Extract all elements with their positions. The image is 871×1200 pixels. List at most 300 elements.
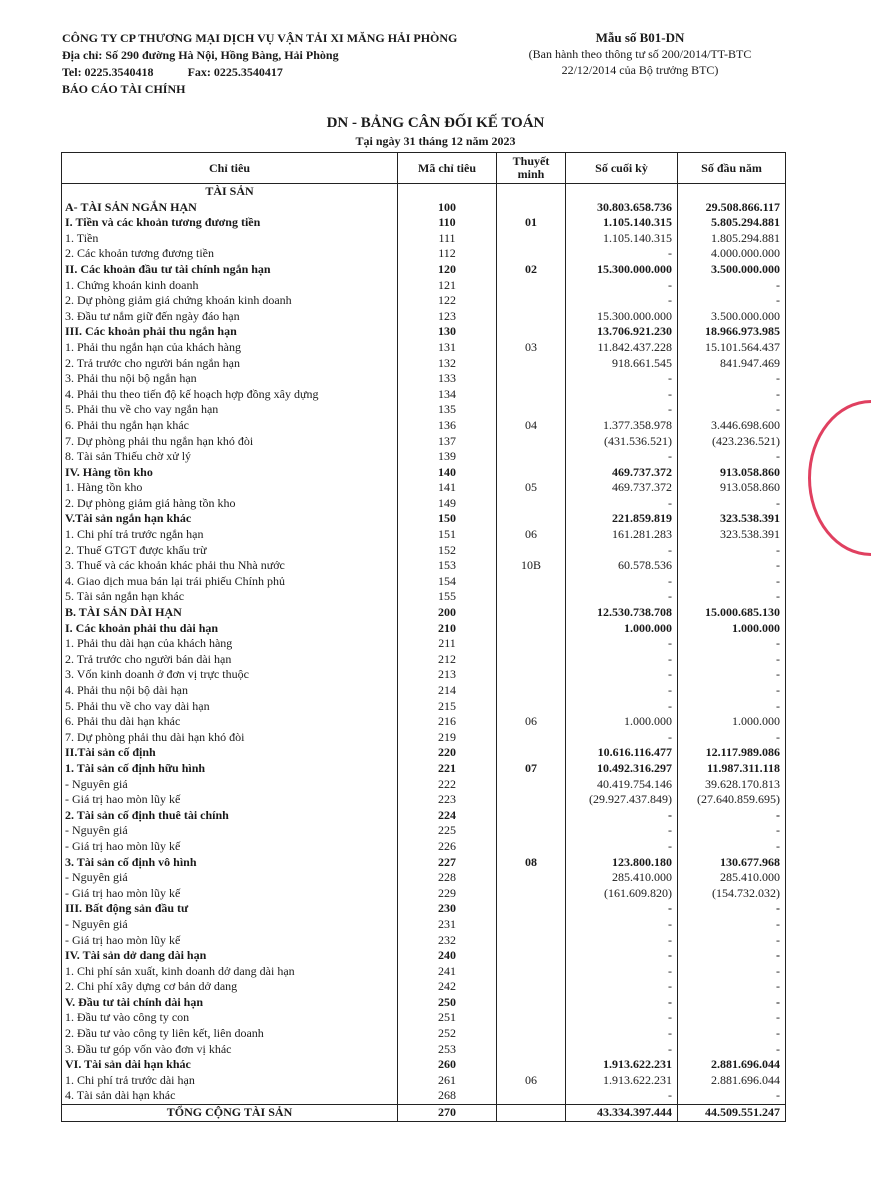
- row-note: [497, 699, 566, 715]
- table-row: [62, 356, 786, 372]
- row-code: 136: [398, 418, 497, 434]
- row-label: 2. Đầu tư vào công ty liên kết, liên doanh: [62, 1026, 398, 1042]
- row-note: 07: [497, 761, 566, 777]
- table-row: [62, 324, 786, 340]
- row-note: [497, 1042, 566, 1058]
- row-end-value: 12.530.738.708: [566, 605, 678, 621]
- table-row: [62, 1010, 786, 1026]
- row-label: 1. Tài sản cố định hữu hình: [62, 761, 398, 777]
- row-label: 1. Tiền: [62, 231, 398, 247]
- row-end-value: 1.105.140.315: [566, 231, 678, 247]
- row-note: [497, 356, 566, 372]
- row-begin-value: 5.805.294.881: [678, 215, 786, 231]
- row-label: 5. Phải thu về cho vay ngắn hạn: [62, 402, 398, 418]
- row-begin-value: -: [678, 683, 786, 699]
- row-label: - Giá trị hao mòn lũy kế: [62, 933, 398, 949]
- table-row: [62, 745, 786, 761]
- row-label: II.Tài sản cố định: [62, 745, 398, 761]
- col-begin: Số đầu năm: [678, 153, 786, 184]
- table-row: [62, 558, 786, 574]
- table-row: [62, 1026, 786, 1042]
- row-end-value: 918.661.545: [566, 356, 678, 372]
- row-end-value: -: [566, 293, 678, 309]
- row-begin-value: -: [678, 995, 786, 1011]
- row-code: 229: [398, 886, 497, 902]
- row-begin-value: -: [678, 699, 786, 715]
- row-begin-value: -: [678, 979, 786, 995]
- table-row: [62, 402, 786, 418]
- row-begin-value: -: [678, 387, 786, 403]
- table-row: [62, 855, 786, 871]
- row-label: 2. Thuế GTGT được khấu trừ: [62, 543, 398, 559]
- row-begin-value: 3.500.000.000: [678, 262, 786, 278]
- row-code: 130: [398, 324, 497, 340]
- row-code: 213: [398, 667, 497, 683]
- row-label: 2. Trả trước cho người bán dài hạn: [62, 652, 398, 668]
- row-note: [497, 917, 566, 933]
- row-label: II. Các khoản đầu tư tài chính ngắn hạn: [62, 262, 398, 278]
- table-row: [62, 480, 786, 496]
- table-row: [62, 995, 786, 1011]
- row-begin-value: 2.881.696.044: [678, 1057, 786, 1073]
- row-label: 6. Phải thu dài hạn khác: [62, 714, 398, 730]
- row-begin-value: -: [678, 449, 786, 465]
- page-title: DN - BẢNG CÂN ĐỐI KẾ TOÁN: [326, 115, 545, 131]
- row-begin-value: 323.538.391: [678, 511, 786, 527]
- table-row: [62, 823, 786, 839]
- row-begin-value: -: [678, 839, 786, 855]
- row-end-value: (431.536.521): [566, 434, 678, 450]
- row-end-value: -: [566, 1088, 678, 1104]
- row-end-value: 1.000.000: [566, 714, 678, 730]
- row-end-value: -: [566, 948, 678, 964]
- row-code: 223: [398, 792, 497, 808]
- row-code: 154: [398, 574, 497, 590]
- row-note: [497, 652, 566, 668]
- table-row: [62, 714, 786, 730]
- row-label: 8. Tài sản Thiếu chờ xử lý: [62, 449, 398, 465]
- row-end-value: 161.281.283: [566, 527, 678, 543]
- row-label: 2. Tài sản cố định thuê tài chính: [62, 808, 398, 824]
- company-header: [62, 30, 457, 98]
- row-code: 228: [398, 870, 497, 886]
- table-header: [62, 153, 786, 184]
- row-begin-value: 3.446.698.600: [678, 418, 786, 434]
- row-begin-value: 44.509.551.247: [678, 1105, 786, 1122]
- row-note: [497, 574, 566, 590]
- row-end-value: 30.803.658.736: [566, 200, 678, 216]
- row-label: 3. Phải thu nội bộ ngắn hạn: [62, 371, 398, 387]
- row-code: 135: [398, 402, 497, 418]
- row-note: [497, 979, 566, 995]
- row-begin-value: 1.000.000: [678, 621, 786, 637]
- company-phone: [62, 64, 457, 81]
- row-note: [497, 324, 566, 340]
- row-code: 231: [398, 917, 497, 933]
- row-label: I. Các khoản phải thu dài hạn: [62, 621, 398, 637]
- row-end-value: 469.737.372: [566, 465, 678, 481]
- row-code: [398, 184, 497, 200]
- row-label: 2. Dự phòng giảm giá hàng tồn kho: [62, 496, 398, 512]
- row-code: 221: [398, 761, 497, 777]
- table-row: [62, 964, 786, 980]
- row-code: 226: [398, 839, 497, 855]
- table-row: [62, 387, 786, 403]
- table-row: [62, 730, 786, 746]
- row-begin-value: -: [678, 933, 786, 949]
- row-note: [497, 808, 566, 824]
- row-note: [497, 1105, 566, 1122]
- row-end-value: 10.616.116.477: [566, 745, 678, 761]
- row-code: 216: [398, 714, 497, 730]
- row-code: 240: [398, 948, 497, 964]
- row-end-value: -: [566, 901, 678, 917]
- row-note: [497, 231, 566, 247]
- row-begin-value: -: [678, 917, 786, 933]
- row-label: 1. Hàng tồn kho: [62, 480, 398, 496]
- form-regulation-date: 22/12/2014 của Bộ trưởng BTC): [561, 63, 719, 77]
- row-label: 3. Tài sản cố định vô hình: [62, 855, 398, 871]
- row-note: 06: [497, 527, 566, 543]
- row-code: 261: [398, 1073, 497, 1089]
- row-end-value: -: [566, 1042, 678, 1058]
- row-end-value: 1.377.358.978: [566, 418, 678, 434]
- row-code: 224: [398, 808, 497, 824]
- row-begin-value: 15.101.564.437: [678, 340, 786, 356]
- tel: Tel: 0225.3540418: [62, 65, 154, 79]
- row-note: 06: [497, 714, 566, 730]
- row-note: [497, 745, 566, 761]
- row-note: 06: [497, 1073, 566, 1089]
- row-end-value: -: [566, 246, 678, 262]
- row-label: 3. Vốn kinh doanh ở đơn vị trực thuộc: [62, 667, 398, 683]
- table-row: [62, 652, 786, 668]
- row-label: - Nguyên giá: [62, 870, 398, 886]
- row-end-value: -: [566, 652, 678, 668]
- table-row: [62, 1105, 786, 1122]
- row-end-value: -: [566, 402, 678, 418]
- row-note: [497, 886, 566, 902]
- row-end-value: 15.300.000.000: [566, 309, 678, 325]
- row-begin-value: -: [678, 652, 786, 668]
- row-label: 5. Phải thu về cho vay dài hạn: [62, 699, 398, 715]
- table-row: [62, 278, 786, 294]
- row-code: 220: [398, 745, 497, 761]
- table-row: [62, 605, 786, 621]
- row-note: [497, 933, 566, 949]
- row-end-value: -: [566, 387, 678, 403]
- row-note: [497, 278, 566, 294]
- row-code: 149: [398, 496, 497, 512]
- row-code: 132: [398, 356, 497, 372]
- row-begin-value: -: [678, 589, 786, 605]
- table-row: [62, 917, 786, 933]
- col-code: Mã chỉ tiêu: [398, 153, 497, 184]
- table-row: [62, 948, 786, 964]
- row-end-value: 1.913.622.231: [566, 1073, 678, 1089]
- row-label: - Nguyên giá: [62, 823, 398, 839]
- row-note: [497, 1026, 566, 1042]
- row-end-value: -: [566, 496, 678, 512]
- col-end: Số cuối kỳ: [566, 153, 678, 184]
- row-label: 1. Phải thu dài hạn của khách hàng: [62, 636, 398, 652]
- row-code: 111: [398, 231, 497, 247]
- row-begin-value: (423.236.521): [678, 434, 786, 450]
- row-note: [497, 621, 566, 637]
- row-label: 7. Dự phòng phải thu ngắn hạn khó đòi: [62, 434, 398, 450]
- row-begin-value: -: [678, 1026, 786, 1042]
- table-row: [62, 527, 786, 543]
- row-code: 253: [398, 1042, 497, 1058]
- row-begin-value: 285.410.000: [678, 870, 786, 886]
- row-label: 3. Đầu tư góp vốn vào đơn vị khác: [62, 1042, 398, 1058]
- row-end-value: -: [566, 995, 678, 1011]
- row-code: 230: [398, 901, 497, 917]
- form-regulation: (Ban hành theo thông tư số 200/2014/TT-BTC: [528, 47, 752, 61]
- row-note: [497, 589, 566, 605]
- row-begin-value: -: [678, 371, 786, 387]
- row-code: 227: [398, 855, 497, 871]
- row-code: 150: [398, 511, 497, 527]
- row-code: 110: [398, 215, 497, 231]
- row-code: 137: [398, 434, 497, 450]
- row-end-value: -: [566, 839, 678, 855]
- table-row: [62, 449, 786, 465]
- row-end-value: 10.492.316.297: [566, 761, 678, 777]
- table-row: [62, 231, 786, 247]
- row-begin-value: 11.987.311.118: [678, 761, 786, 777]
- row-note: [497, 184, 566, 200]
- table-row: [62, 777, 786, 793]
- row-label: III. Các khoản phải thu ngắn hạn: [62, 324, 398, 340]
- row-code: 122: [398, 293, 497, 309]
- company-name: CÔNG TY CP THƯƠNG MẠI DỊCH VỤ VẬN TẢI XI MĂNG HẢI PHÒNG: [62, 31, 458, 45]
- row-end-value: -: [566, 1026, 678, 1042]
- row-end-value: -: [566, 278, 678, 294]
- row-label: 2. Dự phòng giảm giá chứng khoán kinh doanh: [62, 293, 398, 309]
- row-note: [497, 1057, 566, 1073]
- row-note: [497, 293, 566, 309]
- row-begin-value: -: [678, 496, 786, 512]
- row-note: [497, 387, 566, 403]
- row-label: - Giá trị hao mòn lũy kế: [62, 839, 398, 855]
- row-end-value: -: [566, 699, 678, 715]
- row-label: - Giá trị hao mòn lũy kế: [62, 792, 398, 808]
- col-item: Chỉ tiêu: [62, 153, 398, 184]
- table-row: [62, 870, 786, 886]
- company-seal: [808, 400, 871, 556]
- row-note: [497, 605, 566, 621]
- table-row: [62, 699, 786, 715]
- row-note: [497, 948, 566, 964]
- row-end-value: -: [566, 917, 678, 933]
- table-row: [62, 683, 786, 699]
- row-end-value: -: [566, 449, 678, 465]
- row-begin-value: -: [678, 402, 786, 418]
- row-label: 5. Tài sản ngắn hạn khác: [62, 589, 398, 605]
- row-code: 141: [398, 480, 497, 496]
- row-end-value: -: [566, 964, 678, 980]
- row-end-value: -: [566, 589, 678, 605]
- table-row: [62, 293, 786, 309]
- company-address: Địa chỉ: Số 290 đường Hà Nội, Hồng Bàng, Hải Phòng: [62, 48, 339, 62]
- row-note: [497, 730, 566, 746]
- row-end-value: 60.578.536: [566, 558, 678, 574]
- form-info: [480, 30, 800, 78]
- row-label: 4. Phải thu nội bộ dài hạn: [62, 683, 398, 699]
- row-note: [497, 434, 566, 450]
- row-label: III. Bất động sản đầu tư: [62, 901, 398, 917]
- row-label: 1. Chứng khoán kinh doanh: [62, 278, 398, 294]
- row-code: 140: [398, 465, 497, 481]
- row-label: TÀI SẢN: [62, 184, 398, 200]
- row-end-value: 13.706.921.230: [566, 324, 678, 340]
- report-type: BÁO CÁO TÀI CHÍNH: [62, 82, 186, 96]
- table-row: [62, 511, 786, 527]
- row-end-value: 43.334.397.444: [566, 1105, 678, 1122]
- table-row: [62, 184, 786, 200]
- table-row: [62, 886, 786, 902]
- row-label: 2. Các khoản tương đương tiền: [62, 246, 398, 262]
- table-row: [62, 1088, 786, 1104]
- row-note: [497, 1010, 566, 1026]
- row-code: 270: [398, 1105, 497, 1122]
- row-note: [497, 1088, 566, 1104]
- row-code: 152: [398, 543, 497, 559]
- row-begin-value: -: [678, 667, 786, 683]
- table-row: [62, 667, 786, 683]
- row-label: 1. Chi phí trả trước ngắn hạn: [62, 527, 398, 543]
- table-row: [62, 901, 786, 917]
- row-end-value: 469.737.372: [566, 480, 678, 496]
- row-label: 4. Giao dịch mua bán lại trái phiếu Chính phủ: [62, 574, 398, 590]
- row-begin-value: -: [678, 636, 786, 652]
- row-note: [497, 964, 566, 980]
- row-begin-value: -: [678, 948, 786, 964]
- row-code: 100: [398, 200, 497, 216]
- row-note: [497, 449, 566, 465]
- table-row: [62, 465, 786, 481]
- row-begin-value: [678, 184, 786, 200]
- balance-sheet-table: [61, 152, 786, 1122]
- table-row: [62, 808, 786, 824]
- row-code: 134: [398, 387, 497, 403]
- row-end-value: 1.000.000: [566, 621, 678, 637]
- row-note: [497, 200, 566, 216]
- row-begin-value: 2.881.696.044: [678, 1073, 786, 1089]
- row-end-value: -: [566, 823, 678, 839]
- row-begin-value: -: [678, 823, 786, 839]
- row-begin-value: 913.058.860: [678, 480, 786, 496]
- row-end-value: 11.842.437.228: [566, 340, 678, 356]
- table-row: [62, 1057, 786, 1073]
- table-row: [62, 761, 786, 777]
- fax: Fax: 0225.3540417: [187, 65, 283, 79]
- row-begin-value: 323.538.391: [678, 527, 786, 543]
- table-row: [62, 434, 786, 450]
- row-note: [497, 839, 566, 855]
- row-code: 214: [398, 683, 497, 699]
- row-end-value: -: [566, 636, 678, 652]
- row-code: 225: [398, 823, 497, 839]
- table-row: [62, 309, 786, 325]
- row-begin-value: 1.000.000: [678, 714, 786, 730]
- table-row: [62, 636, 786, 652]
- row-label: TỔNG CỘNG TÀI SẢN: [62, 1105, 398, 1122]
- row-code: 120: [398, 262, 497, 278]
- row-end-value: -: [566, 1010, 678, 1026]
- row-begin-value: (27.640.859.695): [678, 792, 786, 808]
- row-begin-value: 841.947.469: [678, 356, 786, 372]
- row-begin-value: 1.805.294.881: [678, 231, 786, 247]
- row-end-value: 1.105.140.315: [566, 215, 678, 231]
- row-label: 6. Phải thu ngắn hạn khác: [62, 418, 398, 434]
- row-end-value: 15.300.000.000: [566, 262, 678, 278]
- row-code: 131: [398, 340, 497, 356]
- row-code: 153: [398, 558, 497, 574]
- row-end-value: 285.410.000: [566, 870, 678, 886]
- row-note: [497, 543, 566, 559]
- row-begin-value: 3.500.000.000: [678, 309, 786, 325]
- row-code: 260: [398, 1057, 497, 1073]
- row-code: 232: [398, 933, 497, 949]
- row-label: 2. Chi phí xây dựng cơ bản dở dang: [62, 979, 398, 995]
- row-code: 133: [398, 371, 497, 387]
- row-code: 241: [398, 964, 497, 980]
- row-label: V.Tài sản ngắn hạn khác: [62, 511, 398, 527]
- row-begin-value: -: [678, 1010, 786, 1026]
- row-note: [497, 823, 566, 839]
- row-note: [497, 636, 566, 652]
- row-code: 250: [398, 995, 497, 1011]
- row-note: [497, 667, 566, 683]
- row-code: 112: [398, 246, 497, 262]
- table-row: [62, 543, 786, 559]
- row-code: 215: [398, 699, 497, 715]
- row-code: 155: [398, 589, 497, 605]
- row-label: - Giá trị hao mòn lũy kế: [62, 886, 398, 902]
- row-end-value: (29.927.437.849): [566, 792, 678, 808]
- row-label: I. Tiền và các khoản tương đương tiền: [62, 215, 398, 231]
- table-row: [62, 215, 786, 231]
- row-end-value: -: [566, 979, 678, 995]
- row-end-value: 40.419.754.146: [566, 777, 678, 793]
- row-label: V. Đầu tư tài chính dài hạn: [62, 995, 398, 1011]
- row-end-value: -: [566, 683, 678, 699]
- table-row: [62, 418, 786, 434]
- row-code: 252: [398, 1026, 497, 1042]
- row-begin-value: 4.000.000.000: [678, 246, 786, 262]
- row-begin-value: -: [678, 574, 786, 590]
- row-note: 03: [497, 340, 566, 356]
- table-row: [62, 792, 786, 808]
- row-note: [497, 371, 566, 387]
- row-note: 04: [497, 418, 566, 434]
- row-code: 210: [398, 621, 497, 637]
- row-code: 251: [398, 1010, 497, 1026]
- row-begin-value: -: [678, 293, 786, 309]
- row-label: VI. Tài sản dài hạn khác: [62, 1057, 398, 1073]
- row-code: 200: [398, 605, 497, 621]
- row-begin-value: -: [678, 901, 786, 917]
- row-end-value: -: [566, 371, 678, 387]
- table-row: [62, 979, 786, 995]
- row-label: 1. Đầu tư vào công ty con: [62, 1010, 398, 1026]
- row-begin-value: -: [678, 558, 786, 574]
- table-row: [62, 1073, 786, 1089]
- row-begin-value: 18.966.973.985: [678, 324, 786, 340]
- row-end-value: -: [566, 543, 678, 559]
